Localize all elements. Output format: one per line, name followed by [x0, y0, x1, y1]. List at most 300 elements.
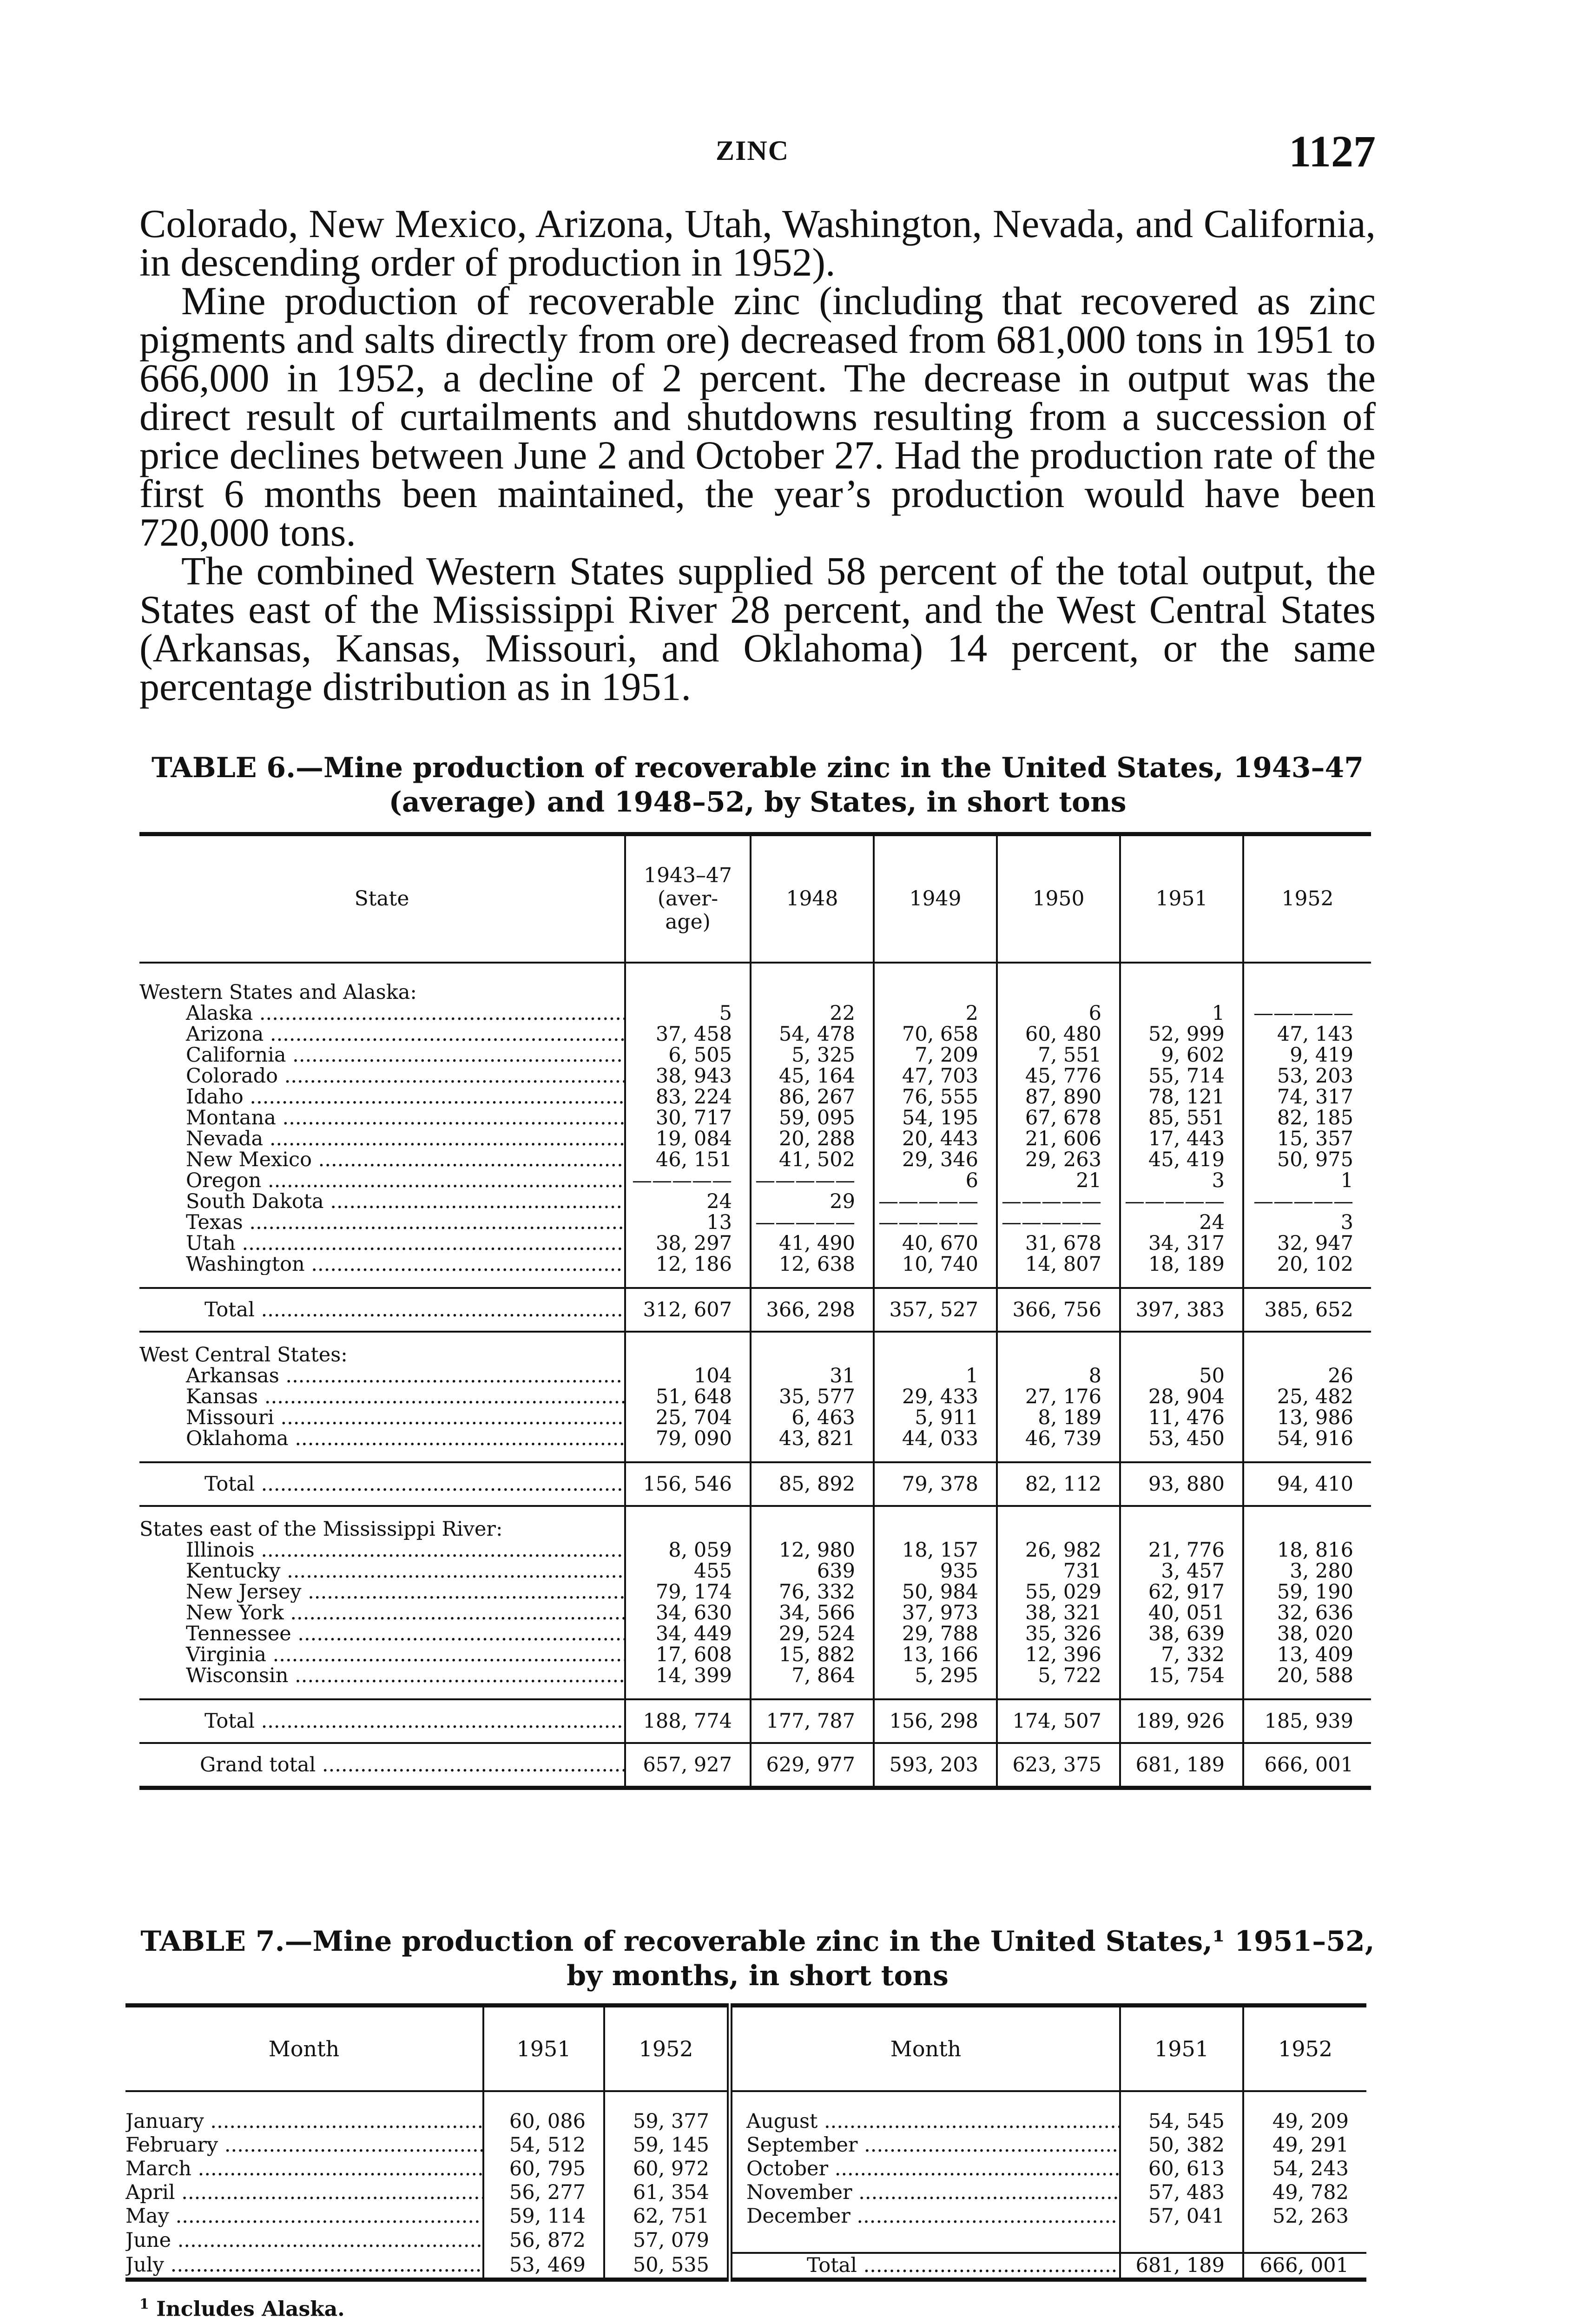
table6-value-cell: 8, 189 — [997, 1407, 1120, 1428]
table6-spacer-cell — [1120, 1686, 1243, 1699]
table6-value-cell: 15, 754 — [1120, 1665, 1243, 1686]
table6-value-cell: 53, 203 — [1243, 1066, 1371, 1087]
table6-empty-cell — [874, 982, 997, 1003]
table6-spacer — [139, 1332, 1371, 1345]
table7-month-label: March ..... — [125, 2157, 483, 2181]
table6-value-cell: 104 — [625, 1366, 751, 1386]
table6-state-label: Montana ..... — [139, 1108, 625, 1129]
table6-caption-line2: (average) and 1948–52, by States, in short tons — [389, 786, 1127, 819]
table6-header-state: State — [139, 834, 625, 963]
table7-value-cell: 50, 382 — [1120, 2133, 1243, 2157]
table7-value-cell: 54, 243 — [1243, 2157, 1366, 2181]
table6-value-cell: 24 — [625, 1191, 751, 1212]
table6-value-cell: 657, 927 — [625, 1743, 751, 1788]
table6-header-row — [139, 834, 1371, 963]
table6-empty-cell — [751, 1345, 874, 1366]
table6-value-cell: 25, 704 — [625, 1407, 751, 1428]
table6-spacer-cell — [997, 1275, 1120, 1288]
table7-month-label: June ..... — [125, 2228, 483, 2253]
table6-value-cell: 26 — [1243, 1366, 1371, 1386]
table7-empty-cell — [1243, 2228, 1366, 2253]
table7-value-cell: 56, 872 — [483, 2228, 604, 2253]
table6-value-cell: 47, 703 — [874, 1066, 997, 1087]
table6-spacer-cell — [139, 1332, 625, 1345]
table6-value-cell: 666, 001 — [1243, 1743, 1371, 1788]
table6-group-label: States east of the Mississippi River: — [139, 1519, 503, 1540]
table7-month-label: July ..... — [125, 2253, 483, 2280]
table6-value-cell: 12, 638 — [751, 1254, 874, 1275]
table7-value-cell: 60, 972 — [604, 2157, 730, 2181]
table6-value-cell: 366, 298 — [751, 1288, 874, 1332]
table6-value-cell: 83, 224 — [625, 1087, 751, 1108]
table6-caption-line1: TABLE 6.—Mine production of recoverable zinc in the United States, 1943–47 — [151, 752, 1364, 784]
table6-value-cell: 156, 546 — [625, 1462, 751, 1506]
table6-value-cell: 17, 608 — [625, 1644, 751, 1665]
table6-state-label: New York ..... — [139, 1603, 625, 1624]
table6-state-label: Oregon ..... — [139, 1170, 625, 1191]
table6-value-cell: 28, 904 — [1120, 1386, 1243, 1407]
table6-value-cell: 45, 419 — [1120, 1149, 1243, 1170]
table6-value-cell: 86, 267 — [751, 1087, 874, 1108]
table6-value-cell: 397, 383 — [1120, 1288, 1243, 1332]
table6-value-cell: 156, 298 — [874, 1699, 997, 1743]
table6-value-cell: ————— — [1120, 1191, 1243, 1212]
table7-value-cell: 54, 545 — [1120, 2110, 1243, 2133]
table7-total-label: Total ..... — [730, 2253, 1120, 2280]
table6-value-cell: 12, 186 — [625, 1254, 751, 1275]
table7-value-cell: 59, 145 — [604, 2133, 730, 2157]
table6-value-cell: 38, 639 — [1120, 1624, 1243, 1644]
table6-value-cell: 3 — [1243, 1212, 1371, 1233]
table7-month-label: September ..... — [730, 2133, 1120, 2157]
table6-value-cell: 15, 357 — [1243, 1129, 1371, 1149]
table6-value-cell: 6 — [874, 1170, 997, 1191]
table6-value-cell: 60, 480 — [997, 1024, 1120, 1045]
table6-empty-cell — [1243, 982, 1371, 1003]
table7-empty-cell — [730, 2228, 1120, 2253]
table6-value-cell: 67, 678 — [997, 1108, 1120, 1129]
table6-empty-cell — [874, 1345, 997, 1366]
table6-value-cell: 31, 678 — [997, 1233, 1120, 1254]
table6-spacer-cell — [874, 1332, 997, 1345]
table6-value-cell: 5, 325 — [751, 1045, 874, 1066]
table6-empty-cell — [1120, 1519, 1243, 1540]
table6-row — [139, 1191, 1371, 1212]
table7-value-cell: 49, 782 — [1243, 2181, 1366, 2205]
table6-spacer-cell — [1243, 1332, 1371, 1345]
table6-spacer-cell — [997, 963, 1120, 982]
table6-row — [139, 1024, 1371, 1045]
table7-spacer-cell — [483, 2091, 604, 2110]
table6-state-label: Nevada ..... — [139, 1129, 625, 1149]
table6-value-cell: 34, 630 — [625, 1603, 751, 1624]
table7-value-cell: 57, 041 — [1120, 2205, 1243, 2228]
table6-spacer-cell — [751, 1275, 874, 1288]
table7-value-cell: 60, 795 — [483, 2157, 604, 2181]
table6-value-cell: 27, 176 — [997, 1386, 1120, 1407]
table7-value-cell: 59, 114 — [483, 2205, 604, 2228]
table6-value-cell: 54, 195 — [874, 1108, 997, 1129]
table6-spacer-cell — [1243, 1686, 1371, 1699]
table7-total-value: 681, 189 — [1120, 2253, 1243, 2280]
table6-empty-cell — [751, 982, 874, 1003]
table6-value-cell: 13, 409 — [1243, 1644, 1371, 1665]
table6-value-cell: 177, 787 — [751, 1699, 874, 1743]
table6-value-cell: 593, 203 — [874, 1743, 997, 1788]
table6-value-cell: 7, 209 — [874, 1045, 997, 1066]
table6-value-cell: 34, 566 — [751, 1603, 874, 1624]
table6-spacer — [139, 1275, 1371, 1288]
table7-caption-line2: by months, in short tons — [567, 1960, 949, 1992]
table6-value-cell: 188, 774 — [625, 1699, 751, 1743]
table6-value-cell: 25, 482 — [1243, 1386, 1371, 1407]
table6-empty-cell — [997, 982, 1120, 1003]
table6-value-cell: 623, 375 — [997, 1743, 1120, 1788]
table6-spacer-cell — [874, 1686, 997, 1699]
table6-value-cell: 8, 059 — [625, 1540, 751, 1561]
table6-state-label: Grand total ..... — [139, 1743, 625, 1788]
table7-spacer-cell — [1243, 2091, 1366, 2110]
table6-value-cell: 74, 317 — [1243, 1087, 1371, 1108]
table6-value-cell: 62, 917 — [1120, 1582, 1243, 1603]
table6-spacer-cell — [1243, 1449, 1371, 1462]
table6-value-cell: 82, 112 — [997, 1462, 1120, 1506]
table6-spacer — [139, 1686, 1371, 1699]
table6-state-label: Texas ..... — [139, 1212, 625, 1233]
table7-header-row — [125, 2006, 1366, 2092]
table6-value-cell: 629, 977 — [751, 1743, 874, 1788]
table6-state-label: Idaho ..... — [139, 1087, 625, 1108]
table6-value-cell: 731 — [997, 1561, 1120, 1582]
table6-row — [139, 1233, 1371, 1254]
table6-row — [139, 1644, 1371, 1665]
table6-value-cell: 29 — [751, 1191, 874, 1212]
footnote-mark: 1 — [139, 2296, 149, 2312]
table7-month-label: December ..... — [730, 2205, 1120, 2228]
table7-value-cell: 53, 469 — [483, 2253, 604, 2280]
table6-value-cell: 50 — [1120, 1366, 1243, 1386]
table7-header-1952-right: 1952 — [1243, 2006, 1366, 2092]
table6-row — [139, 1540, 1371, 1561]
table6-value-cell: 6 — [997, 1003, 1120, 1024]
table6-value-cell: 93, 880 — [1120, 1462, 1243, 1506]
table6-value-cell: 5, 722 — [997, 1665, 1120, 1686]
table7-value-cell: 50, 535 — [604, 2253, 730, 2280]
table6-state-label: Missouri ..... — [139, 1407, 625, 1428]
table6-value-cell: 357, 527 — [874, 1288, 997, 1332]
table7-header-month-left: Month — [125, 2006, 483, 2092]
table6-value-cell: 43, 821 — [751, 1428, 874, 1449]
table6-value-cell: 18, 189 — [1120, 1254, 1243, 1275]
table6-state-label: Kansas ..... — [139, 1386, 625, 1407]
table6-spacer-cell — [1120, 1275, 1243, 1288]
table6-value-cell: 41, 490 — [751, 1233, 874, 1254]
table6-value-cell: 44, 033 — [874, 1428, 997, 1449]
table6-value-cell: 5, 911 — [874, 1407, 997, 1428]
table6-total-row — [139, 1699, 1371, 1743]
table6-value-cell: 174, 507 — [997, 1699, 1120, 1743]
table7-spacer-cell — [604, 2091, 730, 2110]
table6-header-average-line1: 1943–47 — [644, 864, 732, 887]
table6-value-cell: 13 — [625, 1212, 751, 1233]
table6-value-cell: 935 — [874, 1561, 997, 1582]
table6-spacer-cell — [1243, 963, 1371, 982]
table6-row — [139, 1665, 1371, 1686]
table6-value-cell: 45, 164 — [751, 1066, 874, 1087]
table6-value-cell: ————— — [1243, 1003, 1371, 1024]
table7-month-label: November ..... — [730, 2181, 1120, 2205]
table6-spacer-cell — [1120, 1506, 1243, 1519]
table6-value-cell: ————— — [874, 1212, 997, 1233]
table6-value-cell: 9, 602 — [1120, 1045, 1243, 1066]
paragraph-2: Mine production of recoverable zinc (including that recovered as zinc pigments and salts directly from ore) decreased from 681,000 tons in 1951 to 666,000 in 1952, a decline of 2 percent. The decrease in output was the direct result of curtailments and shutdowns resulting from a succession of price declines between June 2 and October 27. Had the production rate of the first 6 months been maintained, the year’s production would have been 720,000 tons. — [139, 278, 1376, 555]
table6-row — [139, 1212, 1371, 1233]
table7-total-value: 666, 001 — [1243, 2253, 1366, 2280]
table6-value-cell: 3, 280 — [1243, 1561, 1371, 1582]
table6-value-cell: 12, 396 — [997, 1644, 1120, 1665]
table6-spacer-cell — [997, 1449, 1120, 1462]
table6-state-label: New Mexico ..... — [139, 1149, 625, 1170]
table7-month-label: May ..... — [125, 2205, 483, 2228]
table6-value-cell: 38, 321 — [997, 1603, 1120, 1624]
table6-value-cell: 189, 926 — [1120, 1699, 1243, 1743]
table6-value-cell: 31 — [751, 1366, 874, 1386]
table6-state-label: Arizona ..... — [139, 1024, 625, 1045]
table6-row — [139, 1624, 1371, 1644]
table6-spacer — [139, 963, 1371, 982]
table6-value-cell: 14, 807 — [997, 1254, 1120, 1275]
table6-spacer-cell — [1243, 1275, 1371, 1288]
running-title: ZINC — [716, 135, 790, 166]
table6-value-cell: 185, 939 — [1243, 1699, 1371, 1743]
table6-value-cell: 7, 551 — [997, 1045, 1120, 1066]
table7-month-label: October ..... — [730, 2157, 1120, 2181]
table6-state-label: New Jersey ..... — [139, 1582, 625, 1603]
table7-value-cell: 62, 751 — [604, 2205, 730, 2228]
table6-spacer-cell — [874, 1275, 997, 1288]
table6-value-cell: 87, 890 — [997, 1087, 1120, 1108]
table6-value-cell: 52, 999 — [1120, 1024, 1243, 1045]
table6-spacer-cell — [625, 963, 751, 982]
table6-spacer-cell — [751, 1686, 874, 1699]
table7-caption — [139, 1924, 1376, 1993]
table6-total-row — [139, 1288, 1371, 1332]
table6-header-average-line3: age) — [665, 910, 711, 934]
table7-value-cell: 59, 377 — [604, 2110, 730, 2133]
table6-value-cell: 18, 157 — [874, 1540, 997, 1561]
table6-spacer-cell — [751, 963, 874, 982]
table7-body — [125, 2091, 1366, 2280]
table6-value-cell: 366, 756 — [997, 1288, 1120, 1332]
table7-value-cell: 54, 512 — [483, 2133, 604, 2157]
table6-spacer-cell — [874, 963, 997, 982]
table6-value-cell: 46, 151 — [625, 1149, 751, 1170]
table6-state-label: Wisconsin ..... — [139, 1665, 625, 1686]
table7-spacer-cell — [730, 2091, 1120, 2110]
table6-value-cell: ————— — [997, 1191, 1120, 1212]
table6-value-cell: 1 — [1243, 1170, 1371, 1191]
table6-row — [139, 1045, 1371, 1066]
table6-header-average-line2: (aver- — [657, 887, 719, 911]
table6-value-cell: ————— — [1243, 1191, 1371, 1212]
table6-spacer-cell — [997, 1506, 1120, 1519]
table6-value-cell: 18, 816 — [1243, 1540, 1371, 1561]
table6-value-cell: 94, 410 — [1243, 1462, 1371, 1506]
table6-value-cell: 15, 882 — [751, 1644, 874, 1665]
table6-row — [139, 1407, 1371, 1428]
table6-state-label: South Dakota ..... — [139, 1191, 625, 1212]
table6-state-label: Total ..... — [139, 1462, 625, 1506]
table6-state-label: Total ..... — [139, 1699, 625, 1743]
table6-value-cell: 26, 982 — [997, 1540, 1120, 1561]
table6-value-cell: ————— — [874, 1191, 997, 1212]
table6-spacer-cell — [139, 1449, 625, 1462]
table6-value-cell: 17, 443 — [1120, 1129, 1243, 1149]
table7-header-month-right: Month — [730, 2006, 1120, 2092]
table6-value-cell: 34, 449 — [625, 1624, 751, 1644]
table6-spacer-cell — [139, 1506, 625, 1519]
table6-value-cell: 29, 788 — [874, 1624, 997, 1644]
table6-empty-cell — [997, 1345, 1120, 1366]
table6-value-cell: 53, 450 — [1120, 1428, 1243, 1449]
table6-value-cell: 681, 189 — [1120, 1743, 1243, 1788]
table6-value-cell: 5 — [625, 1003, 751, 1024]
table6-state-label: Utah ..... — [139, 1233, 625, 1254]
table7-spacer-cell — [125, 2091, 483, 2110]
table6-state-label: Arkansas ..... — [139, 1366, 625, 1386]
table6-value-cell: 30, 717 — [625, 1108, 751, 1129]
table6-header-1950: 1950 — [997, 834, 1120, 963]
table6-spacer-cell — [1120, 963, 1243, 982]
table7-row — [125, 2157, 1366, 2181]
table6-total-row — [139, 1462, 1371, 1506]
table6-spacer-cell — [139, 963, 625, 982]
table6-value-cell: 34, 317 — [1120, 1233, 1243, 1254]
table6-state-label: Colorado ..... — [139, 1066, 625, 1087]
table6-value-cell: 29, 524 — [751, 1624, 874, 1644]
table6-value-cell: 38, 297 — [625, 1233, 751, 1254]
table6-value-cell: 41, 502 — [751, 1149, 874, 1170]
table6-state-label: Washington ..... — [139, 1254, 625, 1275]
table7-row — [125, 2181, 1366, 2205]
table6-empty-cell — [625, 1345, 751, 1366]
table6-value-cell: 21, 606 — [997, 1129, 1120, 1149]
table6-value-cell: 312, 607 — [625, 1288, 751, 1332]
table7-value-cell: 49, 209 — [1243, 2110, 1366, 2133]
table6-caption — [139, 751, 1376, 819]
table6-value-cell: 79, 174 — [625, 1582, 751, 1603]
body-text — [139, 201, 1376, 709]
table6-spacer-cell — [1120, 1449, 1243, 1462]
table6-value-cell: 20, 443 — [874, 1129, 997, 1149]
table6-spacer-cell — [139, 1686, 625, 1699]
table6-spacer-cell — [874, 1506, 997, 1519]
table6-value-cell: 46, 739 — [997, 1428, 1120, 1449]
table6-spacer-cell — [625, 1686, 751, 1699]
table6-spacer-cell — [625, 1506, 751, 1519]
table6-spacer-cell — [1120, 1332, 1243, 1345]
table6-value-cell: 7, 332 — [1120, 1644, 1243, 1665]
table7-empty-cell — [1120, 2228, 1243, 2253]
table6-state-label: Total ..... — [139, 1288, 625, 1332]
table6-value-cell: 50, 984 — [874, 1582, 997, 1603]
table6-row — [139, 1561, 1371, 1582]
table6-value-cell: 82, 185 — [1243, 1108, 1371, 1129]
table6-value-cell: 37, 458 — [625, 1024, 751, 1045]
table6-value-cell: 45, 776 — [997, 1066, 1120, 1087]
table7-header-1952-left: 1952 — [604, 2006, 730, 2092]
table6-value-cell: 59, 190 — [1243, 1582, 1371, 1603]
table6-row — [139, 1366, 1371, 1386]
table6-value-cell: 7, 864 — [751, 1665, 874, 1686]
table6-header-1949: 1949 — [874, 834, 997, 963]
footnote — [139, 2296, 345, 2321]
table6-value-cell: ————— — [751, 1212, 874, 1233]
table6-empty-cell — [1120, 1345, 1243, 1366]
table6-value-cell: 35, 326 — [997, 1624, 1120, 1644]
table6-value-cell: 19, 084 — [625, 1129, 751, 1149]
table6-value-cell: 22 — [751, 1003, 874, 1024]
table6-grand-total-row — [139, 1743, 1371, 1788]
table6-value-cell: ————— — [997, 1212, 1120, 1233]
table6-value-cell: 50, 975 — [1243, 1149, 1371, 1170]
table6-value-cell: 639 — [751, 1561, 874, 1582]
table6-state-label: Tennessee ..... — [139, 1624, 625, 1644]
table6-value-cell: 78, 121 — [1120, 1087, 1243, 1108]
table7-header-1951-left: 1951 — [483, 2006, 604, 2092]
table6-value-cell: 1 — [1120, 1003, 1243, 1024]
table6-row — [139, 1428, 1371, 1449]
table6-value-cell: 55, 029 — [997, 1582, 1120, 1603]
table6-state-label: Oklahoma ..... — [139, 1428, 625, 1449]
table6-value-cell: 29, 433 — [874, 1386, 997, 1407]
table6-empty-cell — [625, 1519, 751, 1540]
table6-state-label: Virginia ..... — [139, 1644, 625, 1665]
table6-body — [139, 963, 1371, 1788]
paragraph-3: The combined Western States supplied 58 percent of the total output, the States east of the Mississippi River 28 percent, and the West Central States (Arkansas, Kansas, Missouri, and Oklahoma) 14 percent, or the same percentage distribution as in 1951. — [139, 548, 1376, 709]
table6-value-cell: 3, 457 — [1120, 1561, 1243, 1582]
table7-value-cell: 52, 263 — [1243, 2205, 1366, 2228]
table6-value-cell: 59, 095 — [751, 1108, 874, 1129]
table6-empty-cell — [1243, 1345, 1371, 1366]
table6-value-cell: 54, 478 — [751, 1024, 874, 1045]
table6-empty-cell — [1243, 1519, 1371, 1540]
table6-header-average — [625, 834, 751, 963]
table7-row — [125, 2228, 1366, 2253]
table6-value-cell: 385, 652 — [1243, 1288, 1371, 1332]
table6-value-cell: 55, 714 — [1120, 1066, 1243, 1087]
table7-row — [125, 2133, 1366, 2157]
table7-row — [125, 2253, 1366, 2280]
table6-group-heading — [139, 1345, 1371, 1366]
table6-value-cell: 13, 986 — [1243, 1407, 1371, 1428]
table6-value-cell: 8 — [997, 1366, 1120, 1386]
table6-empty-cell — [625, 982, 751, 1003]
table6-spacer-cell — [139, 1275, 625, 1288]
table6-value-cell: 37, 973 — [874, 1603, 997, 1624]
table6-row — [139, 1087, 1371, 1108]
table6-row — [139, 1066, 1371, 1087]
table6-spacer-cell — [751, 1449, 874, 1462]
table6-value-cell: 32, 636 — [1243, 1603, 1371, 1624]
table6-spacer — [139, 1506, 1371, 1519]
table6-value-cell: 14, 399 — [625, 1665, 751, 1686]
table6-spacer-cell — [997, 1332, 1120, 1345]
table7-month-label: August ..... — [730, 2110, 1120, 2133]
table6-row — [139, 1003, 1371, 1024]
table6-value-cell: 47, 143 — [1243, 1024, 1371, 1045]
table6-value-cell: 76, 555 — [874, 1087, 997, 1108]
